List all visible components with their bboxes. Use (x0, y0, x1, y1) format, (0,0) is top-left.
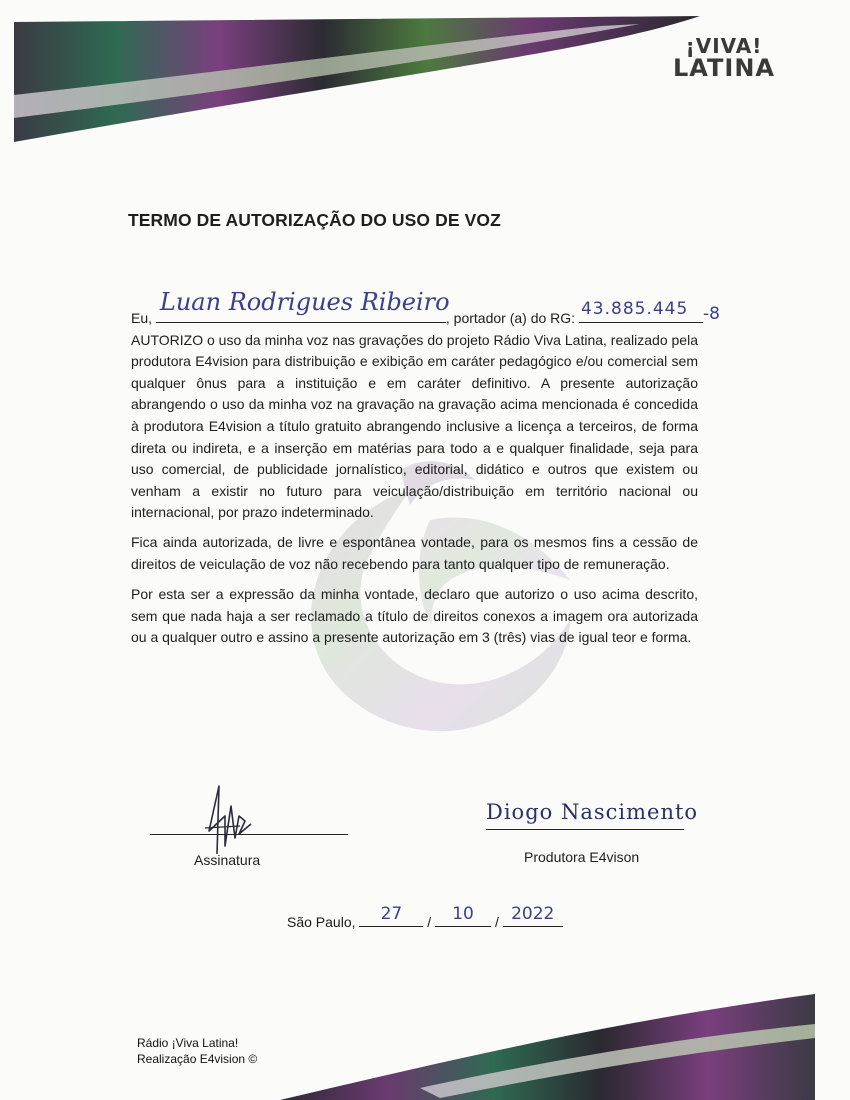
month-field[interactable] (435, 904, 491, 927)
paragraph-1-text: AUTORIZO o uso da minha voz nas gravações do projeto Rádio Viva Latina, realizado pela produtora E4vision para distribuição e exibição em caráter pedagógico e/ou comercial sem qualquer ônus para a instituição e em caráter definitivo. A presente autorização abrangendo o uso da minha voz na gravação na gravação acima mencionada é concedida à produtora E4vision a título gratuito abrangendo inclusive a licença a terceiros, de forma direta ou indireta, e a inserção em matérias para todo a e qualquer finalidade, seja para uso comercial, de publicidade jornalístico, editorial, didático e outros que existem ou venham a existir no futuro para veiculação/distribuição em território nacional ou internacional, por prazo indeterminado. (131, 331, 698, 521)
footer-decorative-band (0, 980, 850, 1100)
footer-line-2: Realização E4vision © (137, 1052, 258, 1066)
date-line (287, 904, 563, 930)
date-separator-2: / (494, 914, 499, 930)
signature-label-right: Produtora E4vison (524, 849, 640, 865)
signature-line-right (486, 829, 684, 830)
handwritten-rg: 43.885.445 (580, 299, 689, 319)
paragraph-2: Fica ainda autorizada, de livre e espontânea vontade, para os mesmos fins a cessão de direitos de veiculação de voz não recebendo para tanto qualquer tipo de remuneração. (131, 534, 698, 572)
handwritten-signature (195, 776, 265, 856)
handwritten-day: 27 (380, 904, 403, 924)
paragraph-3: Por esta ser a expressão da minha vontade, declaro que autorizo o uso acima descrito, sem que nada haja a ser reclamado a título de direitos conexos a imagem ora autorizada ou a qualquer outro e assino a presente autorização em 3 (três) vias de igual teor e forma. (131, 586, 698, 646)
name-prefix: Eu, (131, 310, 153, 326)
handwritten-month: 10 (452, 904, 474, 924)
logo-line-2: LATINA (673, 54, 775, 82)
authorization-paragraph (131, 288, 720, 524)
viva-latina-logo (672, 36, 776, 80)
signature-label-left: Assinatura (194, 852, 261, 868)
handwritten-rg-suffix: -8 (702, 304, 720, 324)
handwritten-name: Luan Rodrigues Ribeiro (159, 288, 450, 316)
name-field[interactable] (156, 288, 450, 323)
footer-line-1: Rádio ¡Viva Latina! (137, 1036, 239, 1050)
document-title: TERMO DE AUTORIZAÇÃO DO USO DE VOZ (128, 210, 501, 230)
handwritten-producer-signature: Diogo Nascimento (486, 800, 699, 824)
identity-line (131, 288, 720, 330)
signature-line-left (150, 834, 348, 835)
handwritten-year: 2022 (511, 904, 555, 924)
date-separator-1: / (427, 914, 432, 930)
rg-label: , portador (a) do RG: (445, 310, 576, 326)
day-field[interactable] (359, 904, 423, 927)
rg-field[interactable] (579, 299, 703, 323)
city-label: São Paulo, (287, 914, 356, 930)
year-field[interactable] (503, 904, 563, 927)
footer-credits (137, 1035, 257, 1067)
logo-line-1: ¡VIVA! (685, 34, 763, 58)
